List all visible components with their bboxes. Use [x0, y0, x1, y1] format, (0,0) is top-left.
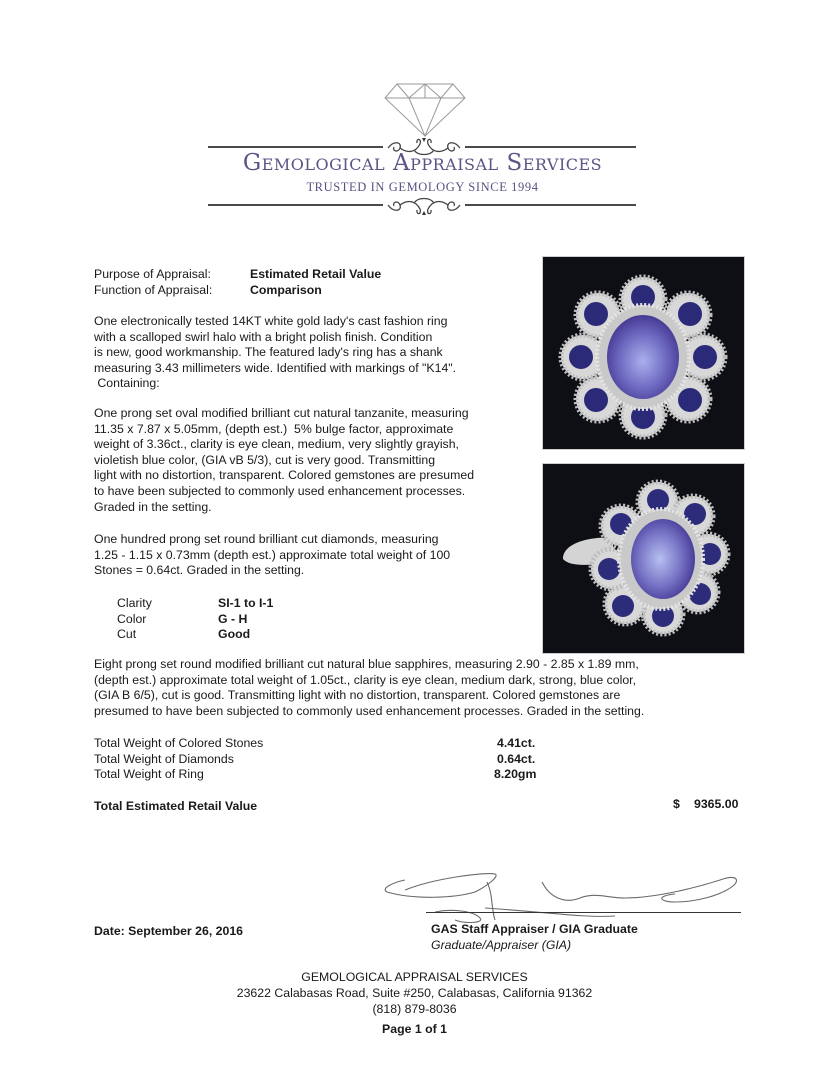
header-bottom-rule	[465, 204, 636, 206]
ring-description-line: One electronically tested 14KT white gold lady's cast fashion ring	[94, 314, 448, 328]
ring-side-view-photo	[542, 463, 745, 654]
sapphires-line: Eight prong set round modified brilliant cut natural blue sapphires, measuring 2.90 - 2.85 x 1.89 mm,	[94, 657, 639, 671]
footer-phone: (818) 879-8036	[372, 1002, 457, 1016]
diamond-icon	[383, 82, 467, 138]
purpose-value: Estimated Retail Value	[250, 267, 382, 281]
tanzanite-line: Graded in the setting.	[94, 499, 212, 514]
appraisal-date: Date: September 26, 2016	[94, 924, 244, 938]
sapphires-description	[94, 657, 644, 719]
ring-top-view-image	[543, 257, 744, 449]
signature-icon	[375, 868, 750, 928]
sapphires-line: (depth est.) approximate total weight of 1.05ct., clarity is eye clean, medium dark, strong, blue color,	[94, 672, 637, 687]
page-indicator: Page 1 of 1	[382, 1022, 447, 1036]
header-bottom-rule	[208, 204, 383, 206]
totals-table	[94, 736, 554, 783]
tanzanite-line: One prong set oval modified brilliant cut natural tanzanite, measuring	[94, 406, 469, 420]
diamonds-line: One hundred prong set round brilliant cut diamonds, measuring	[94, 532, 439, 546]
sapphires-line: presumed to have been subjected to commonly used enhancement processes. Graded in the setting.	[94, 703, 645, 718]
function-label: Function of Appraisal:	[94, 283, 213, 297]
company-name: Gemological Appraisal Services	[242, 150, 603, 176]
retail-value-label: Total Estimated Retail Value	[94, 799, 258, 813]
ring-top-view-photo	[542, 256, 745, 450]
appraiser-subtitle: Graduate/Appraiser (GIA)	[431, 938, 572, 952]
totals-value: 0.64ct.	[497, 751, 536, 766]
sapphires-line: (GIA B 6/5), cut is good. Transmitting light with no distortion, transparent. Colored gemstones are	[94, 688, 621, 703]
tanzanite-line: light with no distortion, transparent. Colored gemstones are presumed	[94, 468, 475, 483]
totals-label: Total Weight of Colored Stones	[94, 736, 264, 750]
grade-label-clarity: Clarity	[117, 596, 152, 610]
ring-description-line: is new, good workmanship. The featured lady's ring has a shank	[94, 345, 443, 360]
totals-value: 8.20gm	[494, 767, 537, 782]
tanzanite-line: 11.35 x 7.87 x 5.05mm, (depth est.) 5% bulge factor, approximate	[94, 421, 454, 436]
scroll-ornament-icon	[384, 195, 464, 217]
grade-value-clarity: SI-1 to I-1	[218, 596, 274, 610]
company-tagline: TRUSTED IN GEMOLOGY SINCE 1994	[306, 180, 539, 194]
totals-value: 4.41ct.	[497, 736, 536, 750]
totals-label: Total Weight of Ring	[94, 767, 204, 782]
tanzanite-line: violetish blue color, (GIA vB 5/3), cut is very good. Transmitting	[94, 452, 436, 467]
diamonds-line: 1.25 - 1.15 x 0.73mm (depth est.) approximate total weight of 100	[94, 547, 451, 562]
retail-amount: 9365.00	[694, 797, 739, 811]
totals-row	[94, 752, 554, 768]
purpose-label: Purpose of Appraisal:	[94, 267, 211, 281]
diamonds-description	[94, 532, 450, 579]
tanzanite-description	[94, 406, 474, 515]
ring-description-line: Containing:	[94, 376, 160, 391]
ring-description-line: measuring 3.43 millimeters wide. Identified with markings of "K14".	[94, 360, 457, 375]
ring-description-line: with a scalloped swirl halo with a bright polish finish. Condition	[94, 329, 433, 344]
grade-label-color: Color	[117, 611, 147, 626]
ring-description	[94, 314, 456, 392]
tanzanite-line: weight of 3.36ct., clarity is eye clean, medium, very slightly grayish,	[94, 437, 459, 452]
totals-row	[94, 767, 554, 783]
grade-label-cut: Cut	[117, 627, 137, 642]
tanzanite-line: to have been subjected to commonly used enhancement processes.	[94, 483, 466, 498]
ring-side-view-image	[543, 464, 744, 653]
header-top-rule	[208, 146, 383, 148]
footer-address: 23622 Calabasas Road, Suite #250, Calabasas, California 91362	[236, 986, 593, 1000]
diamonds-line: Stones = 0.64ct. Graded in the setting.	[94, 563, 305, 578]
appraiser-title: GAS Staff Appraiser / GIA Graduate	[431, 922, 638, 936]
retail-currency: $	[673, 797, 680, 811]
signature-line	[426, 912, 741, 913]
function-value: Comparison	[250, 283, 322, 297]
footer-company: GEMOLOGICAL APPRAISAL SERVICES	[301, 970, 528, 984]
grade-value-color: G - H	[218, 611, 248, 626]
totals-row	[94, 736, 554, 752]
header-top-rule	[465, 146, 636, 148]
grade-value-cut: Good	[218, 627, 251, 642]
totals-label: Total Weight of Diamonds	[94, 751, 234, 766]
